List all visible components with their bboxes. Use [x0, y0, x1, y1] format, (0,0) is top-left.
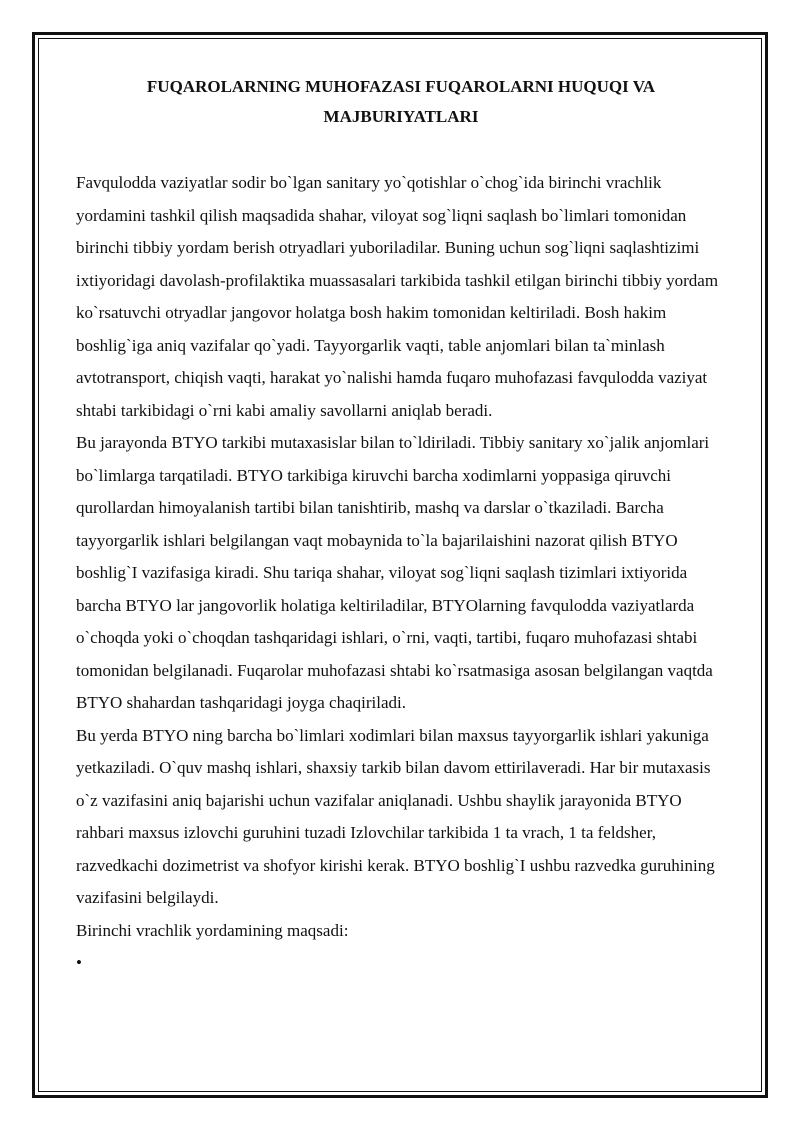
paragraph-1: Favqulodda vaziyatlar sodir bo`lgan sanitary yo`qotishlar o`chog`ida birinchi vrachlik yordamini tashkil qilish maqsadida shahar, viloyat sog`liqni saqlash bo`limlari tomonidan birinchi tibbiy yordam berish otryadlari yuboriladilar. Buning uchun sog`liqni saqlashtizimi ixtiyoridagi davolash-profilaktika muassasalari tarkibida tashkil etilgan birinchi tibbiy yordam ko`rsatuvchi otryadlar jangovor holatga bosh hakim tomonidan keltiriladi. Bosh hakim boshlig`iga aniq vazifalar qo`yadi. Tayyorgarlik vaqti, table anjomlari bilan ta`minlash avtotransport, chiqish vaqti, harakat yo`nalishi hamda fuqaro muhofazasi favqulodda vaziyat shtabi tarkibidagi o`rni kabi amaliy savollarni aniqlab beradi.: [76, 173, 719, 420]
document-body: [76, 72, 726, 980]
paragraph-3: Bu yerda BTYO ning barcha bo`limlari xodimlari bilan maxsus tayyorgarlik ishlari yakuniga yetkaziladi. O`quv mashq ishlari, shaxsiy tarkib bilan davom ettirilaveradi. Har bir mutaxasis o`z vazifasini aniq bajarishi uchun vazifalar aniqlanadi. Ushbu shaylik jarayonida BTYO rahbari maxsus izlovchi guruhini tuzadi Izlovchilar tarkibida 1 ta vrach, 1 ta feldsher, razvedkachi dozimetrist va shofyor kirishi kerak. BTYO boshlig`I ushbu razvedka guruhining vazifasini belgilaydi.: [76, 725, 715, 907]
paragraph-4: Birinchi vrachlik yordamining maqsadi:: [76, 920, 349, 940]
bullet-marker: •: [76, 953, 82, 972]
paragraph-2: Bu jarayonda BTYO tarkibi mutaxasislar bilan to`ldiriladi. Tibbiy sanitary xo`jalik anjomlari bo`limlarga tarqatiladi. BTYO tarkibiga kiruvchi barcha xodimlarni yoppasiga qiruvchi qurollardan himoyalanish tartibi bilan tanishtirib, mashq va darslar o`tkaziladi. Barcha tayyorgarlik ishlari belgilangan vaqt mobaynida to`la bajarilaishini nazorat qilish BTYO boshlig`I vazifasiga kiradi. Shu tariqa shahar, viloyat sog`liqni saqlash tizimlari ixtiyorida barcha BTYO lar jangovorlik holatiga keltiriladilar, BTYOlarning favqulodda vaziyatlarda o`choqda yoki o`choqdan tashqaridagi ishlari, o`rni, vaqti, tartibi, fuqaro muhofazasi shtabi tomonidan belgilanadi. Fuqarolar muhofazasi shtabi ko`rsatmasiga asosan belgilangan vaqtda BTYO shahardan tashqaridagi joyga chaqiriladi.: [76, 433, 713, 712]
document-title: FUQAROLARNING MUHOFAZASI FUQAROLARNI HUQUQI VA MAJBURIYATLARI: [146, 77, 656, 126]
